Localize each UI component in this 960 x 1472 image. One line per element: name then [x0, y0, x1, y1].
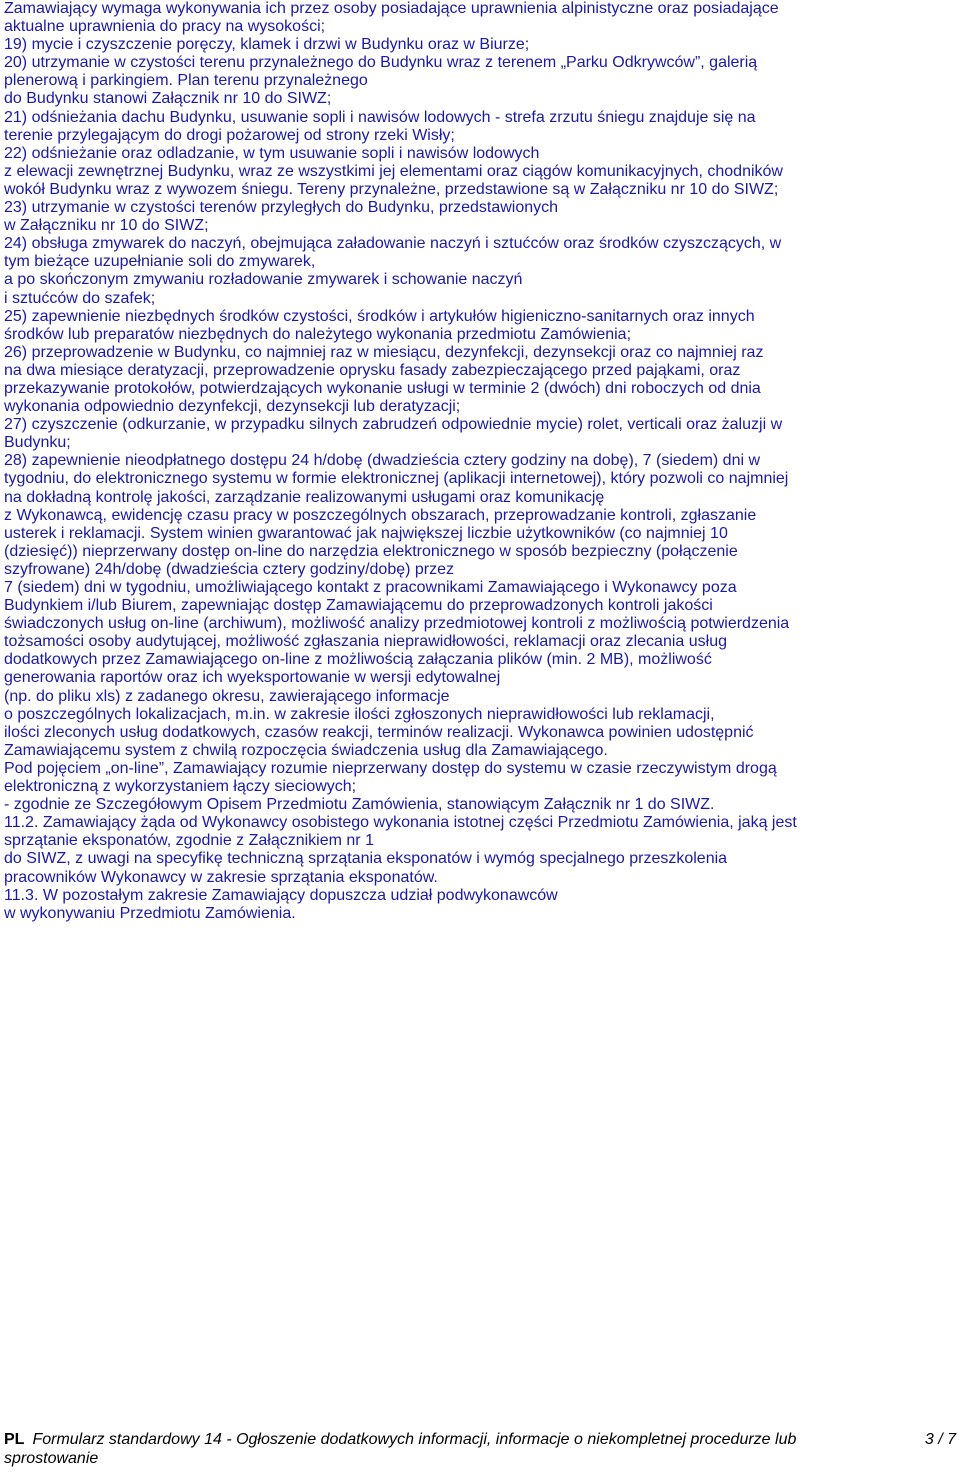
- text-line: środków lub preparatów niezbędnych do należytego wykonania przedmiotu Zamówienia;: [4, 325, 632, 343]
- page-number: 3 / 7: [924, 1431, 956, 1448]
- text-line: sprzątanie eksponatów, zgodnie z Załącznikiem nr 1: [4, 832, 374, 850]
- text-line: na dwa miesiące deratyzacji, przeprowadzenie oprysku fasady zabezpieczającego przed pająkami, oraz: [4, 361, 741, 379]
- text-line: z elewacji zewnętrznej Budynku, wraz ze wszystkimi jej elementami oraz ciągów komunikacyjnych, chodników: [4, 162, 783, 180]
- text-line: 21) odśnieżania dachu Budynku, usuwanie sopli i nawisów lodowych - strefa zrzutu śniegu znajduje się na: [4, 108, 756, 126]
- text-line: świadczonych usług on-line (archiwum), możliwość analizy przedmiotowej kontroli z możliwością potwierdzenia: [4, 615, 790, 633]
- text-line: generowania raportów oraz ich wyeksportowanie w wersji edytowalnej: [4, 669, 501, 687]
- text-line: 25) zapewnienie niezbędnych środków czystości, środków i artykułów higieniczno-sanitarnych oraz innych: [4, 307, 755, 325]
- footer-language-code: PL: [4, 1431, 25, 1448]
- text-line: 26) przeprowadzenie w Budynku, co najmniej raz w miesiącu, dezynfekcji, dezynsekcji oraz co najmniej raz: [4, 343, 764, 361]
- text-line: do Budynku stanowi Załącznik nr 10 do SIWZ;: [4, 90, 332, 108]
- text-line: usterek i reklamacji. System winien gwarantować jak największej liczbie użytkowników (co najmniej 10: [4, 524, 728, 542]
- text-line: Pod pojęciem „on-line”, Zamawiający rozumie nieprzerwany dostęp do systemu w czasie rzeczywistym drogą: [4, 759, 777, 777]
- text-line: 7 (siedem) dni w tygodniu, umożliwiającego kontakt z pracownikami Zamawiającego i Wykonawcy poza: [4, 579, 737, 596]
- text-line: aktualne uprawnienia do pracy na wysokości;: [4, 18, 326, 36]
- text-line: (np. do pliku xls) z zadanego okresu, zawierającego informacje: [4, 687, 450, 705]
- text-line: a po skończonym zmywaniu rozładowanie zmywarek i schowanie naczyń: [4, 271, 523, 289]
- text-line: z Wykonawcą, ewidencję czasu pracy w poszczególnych obszarach, przeprowadzanie kontroli, zgłaszanie: [4, 506, 757, 524]
- text-line: 20) utrzymanie w czystości terenu przynależnego do Budynku wraz z terenem „Parku Odkrywców”, galerią: [4, 54, 758, 72]
- text-line: dodatkowych przez Zamawiającego on-line z możliwością załączania plików (min. 2 MB), możliwość: [4, 651, 712, 669]
- text-line: tożsamości osoby audytującej, możliwość zgłaszania nieprawidłowości, reklamacji oraz zlecania usług: [4, 633, 727, 651]
- text-line: do SIWZ, z uwagi na specyfikę techniczną sprzątania eksponatów i wymóg specjalnego przeszkolenia: [4, 850, 728, 868]
- text-line: i sztućców do szafek;: [4, 289, 156, 307]
- footer-form-title-continued: sprostowanie: [4, 1450, 99, 1467]
- text-line: tygodniu, do elektronicznego systemu w formie elektronicznej (aplikacji internetowej), który pozwoli co najmniej: [4, 470, 789, 488]
- text-line: (dziesięć)) nieprzerwany dostęp on-line do narzędzia elektronicznego w sposób bezpieczny (połączenie: [4, 542, 738, 560]
- text-line: - zgodnie ze Szczegółowym Opisem Przedmiotu Zamówienia, stanowiącym Załącznik nr 1 do SIWZ.: [4, 796, 715, 814]
- text-line: 11.2. Zamawiający żąda od Wykonawcy osobistego wykonania istotnej części Przedmiotu Zamówienia, jaką jest: [4, 814, 797, 832]
- text-line: Zamawiający wymaga wykonywania ich przez osoby posiadające uprawnienia alpinistyczne oraz posiadające: [4, 0, 779, 17]
- document-body: [4, 0, 956, 923]
- text-line: Zamawiającemu system z chwilą rozpoczęcia świadczenia usług dla Zamawiającego.: [4, 741, 608, 759]
- text-line: wykonania odpowiednio dezynfekcji, dezynsekcji lub deratyzacji;: [4, 398, 461, 416]
- text-line: w Załączniku nr 10 do SIWZ;: [4, 217, 209, 235]
- text-line: tym bieżące uzupełnianie soli do zmywarek,: [4, 253, 316, 271]
- text-line: 24) obsługa zmywarek do naczyń, obejmująca załadowanie naczyń i sztućców oraz środków czyszczących, w: [4, 235, 782, 253]
- text-line: ilości zleconych usług dodatkowych, czasów reakcji, terminów realizacji. Wykonawca powinien udostępnić: [4, 723, 754, 741]
- text-line: 28) zapewnienie nieodpłatnego dostępu 24 h/dobę (dwadzieścia cztery godziny na dobę), 7 (siedem) dni w: [4, 452, 761, 470]
- text-line: w wykonywaniu Przedmiotu Zamówienia.: [4, 904, 296, 922]
- text-line: pracowników Wykonawcy w zakresie sprzątania eksponatów.: [4, 868, 438, 886]
- text-line: Budynku;: [4, 434, 71, 452]
- text-line: 19) mycie i czyszczenie poręczy, klamek i drzwi w Budynku oraz w Biurze;: [4, 36, 530, 54]
- text-line: wokół Budynku wraz z wywozem śniegu. Tereny przynależne, przedstawione są w Załączniku nr 10 do SIWZ;: [4, 180, 779, 198]
- text-line: na dokładną kontrolę jakości, zarządzanie realizowanymi usługami oraz komunikację: [4, 488, 605, 506]
- page-footer: [4, 1430, 956, 1468]
- text-line: o poszczególnych lokalizacjach, m.in. w zakresie ilości zgłoszonych nieprawidłowości lub reklamacji,: [4, 705, 715, 723]
- text-line: przekazywanie protokołów, potwierdzających wykonanie usługi w terminie 2 (dwóch) dni roboczych od dnia: [4, 379, 761, 397]
- text-line: 23) utrzymanie w czystości terenów przyległych do Budynku, przedstawionych: [4, 199, 559, 217]
- text-line: plenerową i parkingiem. Plan terenu przynależnego: [4, 72, 368, 90]
- text-line: terenie przylegającym do drogi pożarowej od strony rzeki Wisły;: [4, 126, 455, 144]
- text-line: 22) odśnieżanie oraz odladzanie, w tym usuwanie sopli i nawisów lodowych: [4, 144, 540, 162]
- text-line: szyfrowane) 24h/dobę (dwadzieścia cztery godziny/dobę) przez: [4, 560, 455, 578]
- text-line: 27) czyszczenie (odkurzanie, w przypadku silnych zabrudzeń odpowiednie mycie) rolet, verticali oraz żaluzji w: [4, 416, 783, 434]
- text-line: Budynkiem i/lub Biurem, zapewniając dostęp Zamawiającemu do przeprowadzonych kontroli jakości: [4, 597, 713, 615]
- text-line: 11.3. W pozostałym zakresie Zamawiający dopuszcza udział podwykonawców: [4, 886, 558, 904]
- footer-form-title: Formularz standardowy 14 - Ogłoszenie dodatkowych informacji, informacje o niekompletnej procedurze lub: [32, 1431, 797, 1448]
- text-line: elektroniczną z wykorzystaniem łączy sieciowych;: [4, 778, 357, 796]
